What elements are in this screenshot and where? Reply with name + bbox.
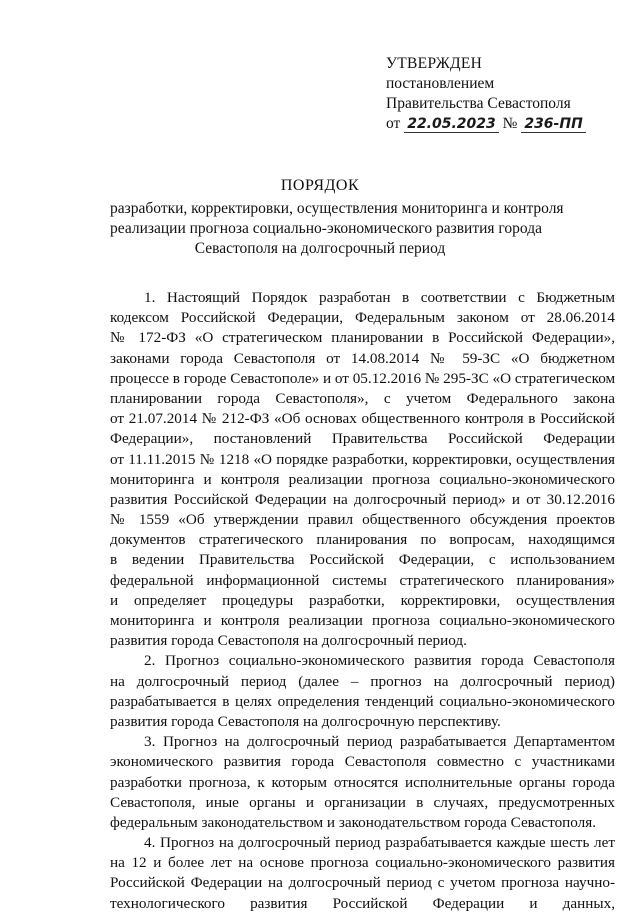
document-title: ПОРЯДОК [280,177,360,194]
body-line: от 11.11.2015 № 1218 «О порядке разработки, корректировки, осуществления [110,450,615,468]
body-line: Российской Федерации на долгосрочный период с учетом прогноза научно- [110,874,615,892]
body-line: разработки прогноза, к которым относятся исполнительные органы города [110,773,615,791]
body-line: разрабатывается в целях определения тенденций социально-экономического [110,692,615,710]
approval-line-2: Правительства Севастополя [386,95,571,112]
body-line: и определяет процедуры разработки, корректировки, осуществления [110,591,615,609]
body-line: на долгосрочный период (далее – прогноз на долгосрочный период) [110,672,615,690]
body-line: мониторинга и контроля реализации прогноза социально-экономического [110,612,615,629]
body-line: процессе в городе Севастополе» и от 05.12.2016 № 295-ЗС «О стратегическом [110,369,616,387]
body-line: технологического развития Российской Федерации и данных, [110,894,615,912]
body-line: № 1559 «Об утверждении правил общественного обсуждения проектов [110,511,615,529]
subtitle-line: Севастополя на долгосрочный период [194,240,446,257]
document-body [110,288,615,914]
handwritten-date: 22.05.2023 [404,116,499,133]
body-line: 4. Прогноз на долгосрочный период разрабатывается каждые шесть лет [144,834,615,852]
number-label: № [502,115,518,132]
body-line: от 21.07.2014 № 212-ФЗ «Об основах общественного контроля в Российской [110,410,615,428]
body-line: федеральной информационной системы стратегического планирования» [110,571,615,589]
body-line: Севастополя, иные органы и организации в случаях, предусмотренных [110,793,615,811]
body-line: мониторинга и контроля реализации прогноза социально-экономического [110,470,615,488]
body-line: планировании города Севастополя», с учетом Федерального закона [110,389,615,407]
body-line: в ведении Правительства Российской Федерации, с использованием [110,551,615,569]
from-label: от [386,115,401,132]
body-line: документов стратегического планирования по вопросам, находящимся [110,531,615,549]
body-line: № 172-ФЗ «О стратегическом планировании в Российской Федерации», [110,329,615,347]
body-line: Федерации», постановлений Правительства Российской Федерации [110,430,615,448]
body-line: экономического развития города Севастополя совместно с участниками [110,753,615,771]
body-line: развития города Севастополя на долгосрочную перспективу. [110,712,501,730]
body-line: 3. Прогноз на долгосрочный период разрабатывается Департаментом [144,733,615,751]
body-line: развития Российской Федерации на долгосрочный период» и от 30.12.2016 [110,490,615,508]
approval-stamp [386,54,586,134]
approval-date-line [386,114,586,134]
body-line: федеральным законодательством и законодательством города Севастополя. [110,813,597,831]
body-line: законами города Севастополя от 14.08.2014 № 59-ЗС «О бюджетном [110,349,615,367]
body-line: 1. Настоящий Порядок разработан в соответствии с Бюджетным [144,289,615,306]
body-line: развития города Севастополя на долгосрочный период. [110,632,467,650]
subtitle-line: реализации прогноза социально-экономического развития города [110,220,542,237]
approval-line-1: постановлением [386,75,495,92]
title-block [110,176,564,259]
subtitle-line: разработки, корректировки, осуществления мониторинга и контроля [110,200,564,217]
approval-heading: УТВЕРЖДЕН [386,55,483,72]
body-line: 2. Прогноз социально-экономического развития города Севастополя [144,652,615,670]
handwritten-number: 236-ПП [521,116,585,133]
body-line: кодексом Российской Федерации, Федеральным законом от 28.06.2014 [110,309,615,327]
body-line: на 12 и более лет на основе прогноза социально-экономического развития [110,854,615,872]
